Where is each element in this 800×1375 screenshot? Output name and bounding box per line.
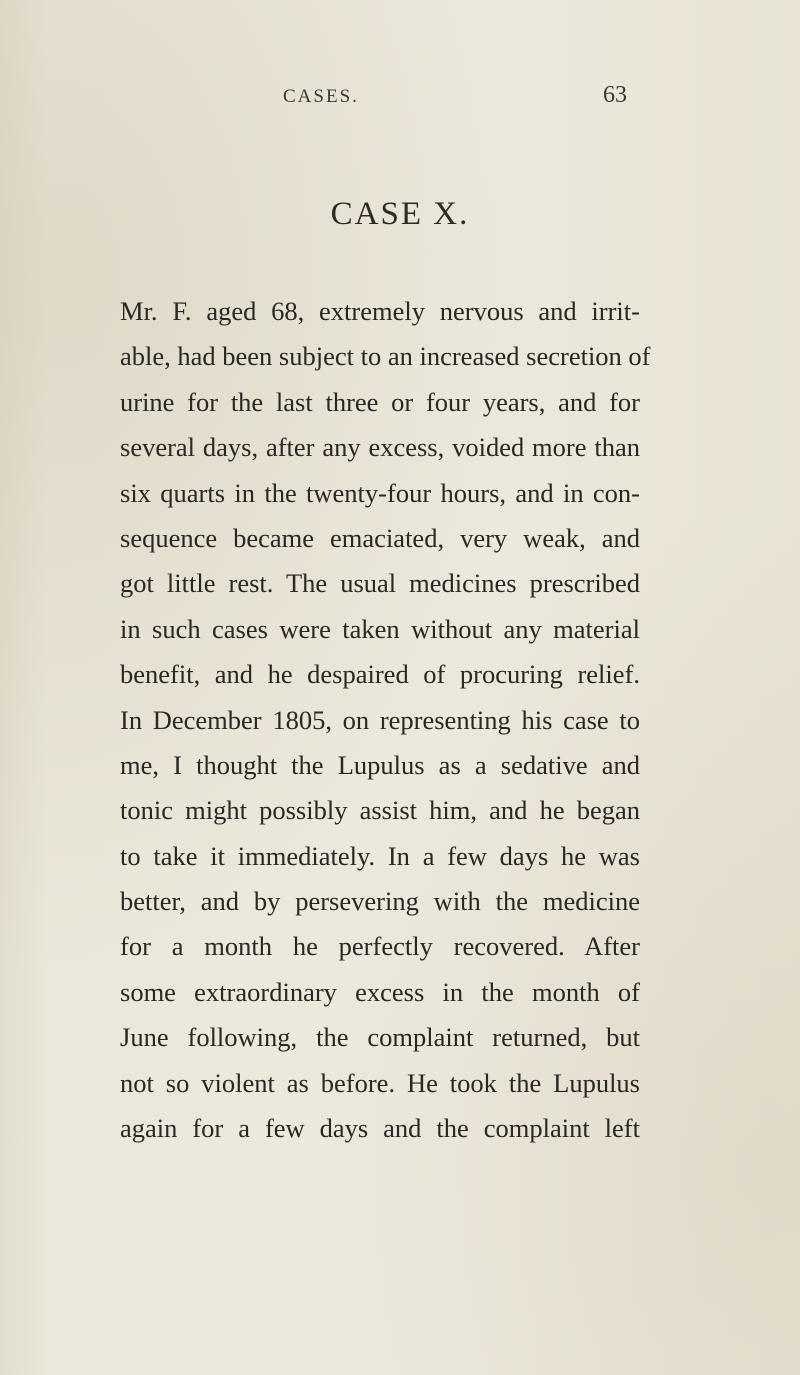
body-text xyxy=(120,289,651,1151)
text-line: for a month he perfectly recovered. After xyxy=(120,931,640,962)
text-line: In December 1805, on representing his case to xyxy=(120,704,640,735)
running-title: CASES. xyxy=(283,86,359,107)
text-line: Mr. F. aged 68, extremely nervous and irrit- xyxy=(120,296,640,326)
text-line: benefit, and he despaired of procuring relief. xyxy=(120,659,640,690)
text-line: in such cases were taken without any material xyxy=(120,613,640,644)
text-line: tonic might possibly assist him, and he began xyxy=(120,795,640,826)
page-number: 63 xyxy=(603,82,627,108)
text-line: to take it immediately. In a few days he was xyxy=(120,840,640,871)
case-heading: CASE X. xyxy=(330,196,470,232)
text-line: June following, the complaint returned, but xyxy=(120,1022,640,1053)
text-line: got little rest. The usual medicines prescribed xyxy=(120,568,640,599)
text-line: some extraordinary excess in the month of xyxy=(120,976,640,1007)
text-line: me, I thought the Lupulus as a sedative and xyxy=(120,749,640,780)
text-line: again for a few days and the complaint left xyxy=(120,1113,640,1144)
text-line: not so violent as before. He took the Lupulus xyxy=(120,1067,640,1098)
text-line: six quarts in the twenty-four hours, and in con- xyxy=(120,477,640,508)
text-line: sequence became emaciated, very weak, and xyxy=(120,522,640,553)
text-line: urine for the last three or four years, and for xyxy=(120,386,640,417)
text-line: several days, after any excess, voided more than xyxy=(120,432,640,463)
text-line: better, and by persevering with the medicine xyxy=(120,886,640,917)
text-line: able, had been subject to an increased secretion of xyxy=(120,341,651,372)
running-head xyxy=(0,82,800,116)
